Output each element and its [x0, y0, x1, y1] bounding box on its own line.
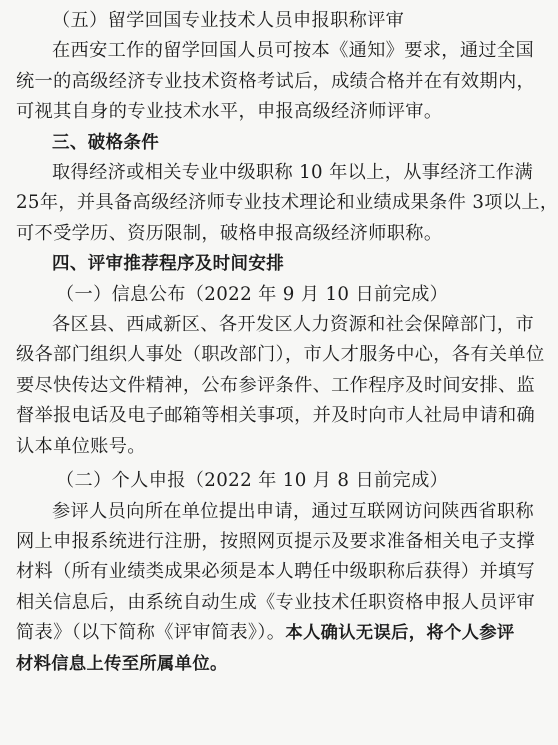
paragraph-line: 统一的高级经济专业技术资格考试后，成绩合格并在有效期内，	[16, 70, 536, 92]
paragraph-line: 可视其自身的专业技术水平，申报高级经济师评审。	[16, 101, 443, 123]
paragraph-line: 在西安工作的留学回国人员可按本《通知》要求，通过全国	[52, 40, 534, 62]
subsection-title-personal-application: （二）个人申报（2022 年 10 月 8 日前完成）	[56, 470, 449, 492]
paragraph-line: 参评人员向所在单位提出申请，通过互联网访问陕西省职称	[52, 500, 534, 522]
paragraph-line: 可不受学历、资历限制，破格申报高级经济师职称。	[16, 222, 443, 244]
paragraph-line: 25年，并具备高级经济师专业技术理论和业绩成果条件 3项以上，	[16, 192, 558, 214]
subsection-title-info-release: （一）信息公布（2022 年 9 月 10 日前完成）	[56, 283, 449, 305]
emphasized-text: 本人确认无误后，将个人参评	[285, 623, 515, 644]
paragraph-line: 网上申报系统进行注册，按照网页提示及要求准备相关电子支撑	[16, 530, 536, 552]
paragraph-line-mixed	[16, 618, 515, 648]
subsection-title-returnees: （五）留学回国专业技术人员申报职称评审	[52, 10, 405, 31]
paragraph-text: 简表》（以下简称《评审简表》）。	[16, 622, 286, 644]
paragraph-line: 相关信息后，由系统自动生成《专业技术任职资格申报人员评审	[16, 591, 536, 613]
paragraph-line: 认本单位账号。	[16, 435, 146, 457]
paragraph-line: 要尽快传达文件精神，公布参评条件、工作程序及时间安排、监	[16, 374, 536, 396]
paragraph-line: 督举报电话及电子邮箱等相关事项，并及时向市人社局申请和确	[16, 405, 536, 427]
section-heading-exceptional: 三、破格条件	[52, 132, 160, 153]
paragraph-line: 材料（所有业绩类成果必须是本人聘任中级职称后获得）并填写	[16, 561, 536, 583]
section-heading-procedure: 四、评审推荐程序及时间安排	[52, 254, 285, 275]
emphasized-paragraph-line: 材料信息上传至所属单位。	[16, 653, 228, 674]
paragraph-line: 取得经济或相关专业中级职称 10 年以上，从事经济工作满	[52, 162, 534, 184]
paragraph-line: 各区县、西咸新区、各开发区人力资源和社会保障部门，市	[52, 314, 534, 336]
paragraph-line: 级各部门组织人事处（职改部门），市人才服务中心，各有关单位	[16, 344, 545, 366]
